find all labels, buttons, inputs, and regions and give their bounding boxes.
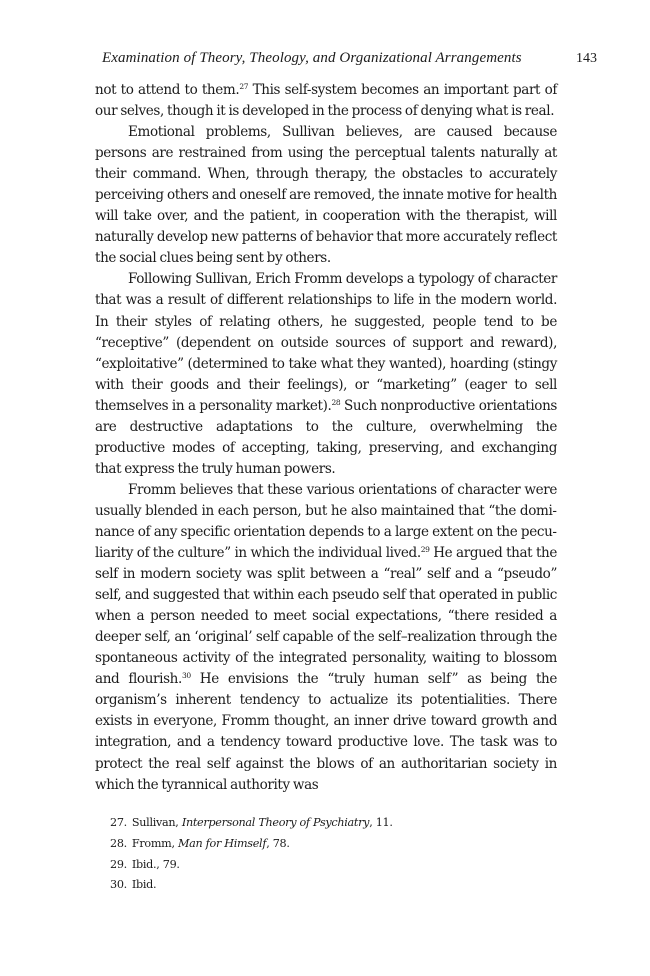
- paragraph-3-text: Following Sullivan, Erich Fromm develops a typology of character that was a result of different relationships to life in the modern world. In their styles of relating others, he suggested, people tend to be “receptive” (dependent on outside sources of support and reward), “exploitative” (determined to take what they wanted), hoarding (stingy with their goods and their feelings), or “marketing” (eager to sell themselves in a personality market).: [95, 271, 557, 414]
- footnote-text: Ibid.: [131, 878, 157, 892]
- body-text: [95, 80, 557, 796]
- running-title: Examination of Theory, Theology, and Organizational Arrangements: [102, 50, 522, 66]
- page-number: 143: [576, 51, 597, 66]
- footnotes: [110, 813, 550, 896]
- footnote-title: Man for Himself: [177, 836, 267, 850]
- footnote-text: Ibid., 79.: [131, 857, 180, 871]
- paragraph-4: [95, 480, 557, 796]
- paragraph-2: Emotional problems, Sullivan believes, are caused because persons are restrained from using the perceptual talents naturally at their command. When, through therapy, the obstacles to accurately perceiving others and oneself are removed, the innate motive for health will take over, and the patient, in cooperation with the therapist, will naturally develop new patterns of behavior that more accurately reflect the social clues being sent by others.: [95, 124, 557, 267]
- footnote-ref-30: 30: [181, 671, 191, 681]
- footnote-number: 30.: [110, 878, 127, 892]
- footnote-number: 27.: [110, 816, 127, 829]
- footnote-author: Fromm,: [131, 836, 178, 850]
- footnote-number: 29.: [110, 857, 127, 871]
- paragraph-1-text-continued: This self-system becomes an important part of our selves, though it is developed in the process of denying what is real.: [95, 82, 557, 120]
- paragraph-1: [95, 80, 557, 122]
- paragraph-1-text: not to attend to them.: [95, 82, 240, 98]
- paragraph-4-text: Fromm believes that these various orientations of character were usually blended in each person, but he also maintained that “the dominance of any specific orientation depends to a large extent on the peculiarity of the culture” in which the individual lived.: [95, 481, 557, 562]
- footnote-27: [110, 813, 550, 834]
- footnote-page: , 11.: [369, 816, 393, 829]
- footnote-ref-27: 27: [239, 82, 249, 91]
- footnote-number: 28.: [110, 836, 127, 850]
- footnote-28: [110, 834, 550, 855]
- paragraph-4-text-middle: He argued that the self in modern society was split between a “real” self and a “pseudo” self, and suggested that within each pseudo self that operated in public when a person needed to meet social expectations, “there resided a deeper self, an ‘original’ self capable of the self–realization through the spontaneous activity of the integrated personality, waiting to blossom and flourish.: [95, 545, 557, 688]
- running-head: [95, 50, 600, 72]
- paragraph-4-text-continued: He envisions the “truly human self” as being the organism’s inherent tendency to actualize its potentialities. There exists in everyone, Fromm thought, an inner drive toward growth and integration, and a tendency toward productive love. The task was to protect the real self against the blows of an authoritarian society in which the tyrannical authority was: [95, 671, 558, 793]
- footnote-29: [110, 855, 550, 876]
- paragraph-3: [95, 269, 557, 479]
- footnote-30: [110, 875, 550, 896]
- footnote-page: , 78.: [266, 836, 290, 850]
- footnote-ref-28: 28: [331, 397, 341, 407]
- paragraph-3-text-continued: Such nonproductive orientations are destructive adaptations to the culture, overwhelming the productive modes of accepting, taking, preserving, and exchanging that express the truly human powers.: [95, 397, 557, 477]
- footnote-ref-29: 29: [420, 545, 430, 555]
- footnote-title: Interpersonal Theory of Psychiatry: [181, 816, 370, 829]
- footnote-author: Sullivan,: [131, 816, 182, 829]
